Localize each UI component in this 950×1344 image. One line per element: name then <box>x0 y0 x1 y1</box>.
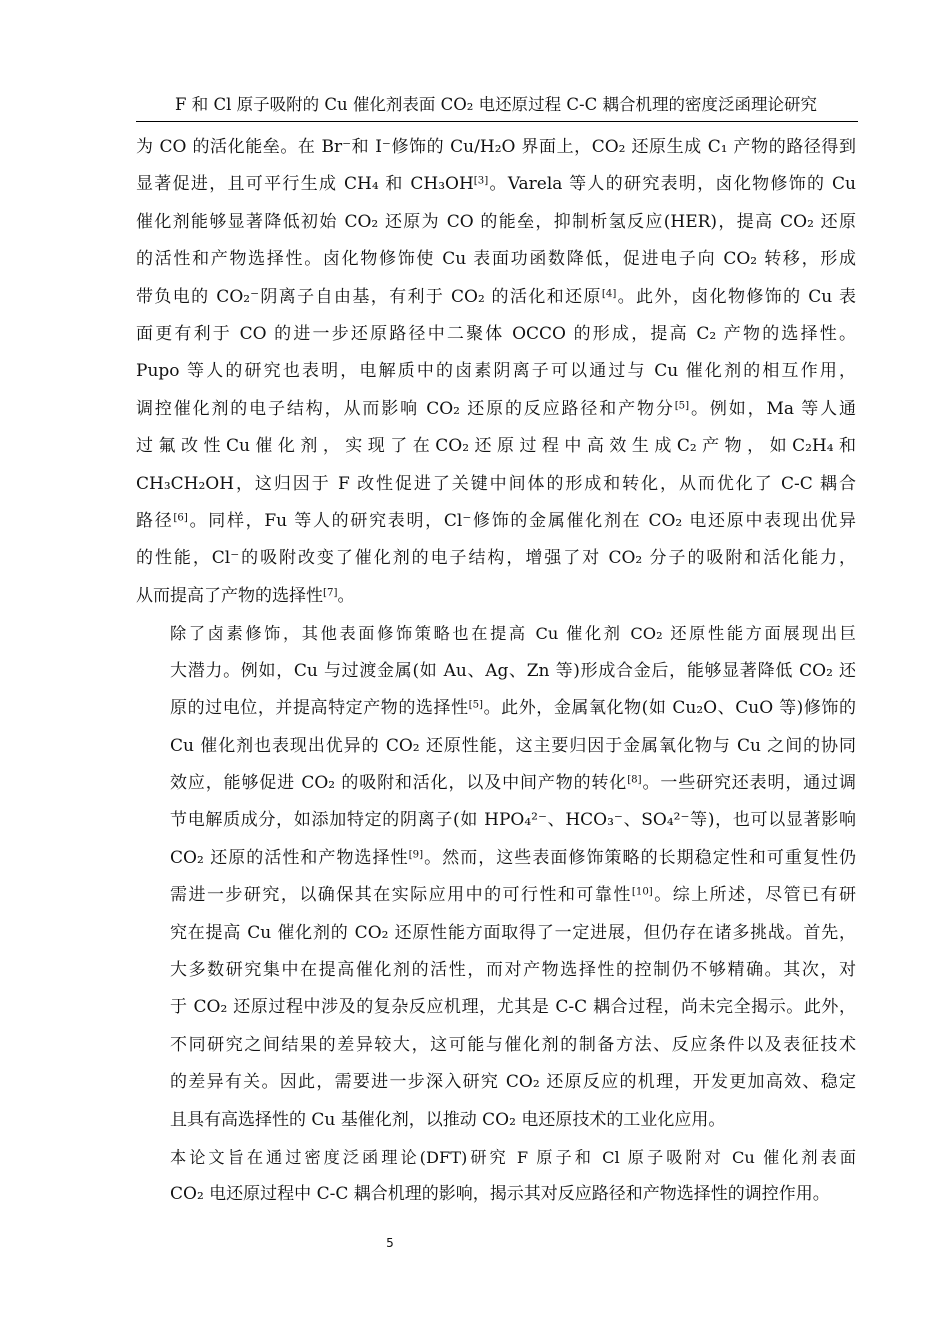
citation-marker: [3] <box>473 175 489 187</box>
citation-marker: [6] <box>173 512 188 524</box>
text-line: Cu 催化剂也表现出优异的 CO₂ 还原性能，这主要归因于金属氧化物与 Cu 之间的协同 <box>170 735 856 756</box>
text-line: 带负电的 CO₂⁻阴离子自由基，有利于 CO₂ 的活化和还原[4]。此外，卤化物修饰的 Cu 表 <box>136 286 857 307</box>
citation-marker: [8] <box>627 774 642 786</box>
text-line: 的活性和产物选择性。卤化物修饰使 Cu 表面功函数降低，促进电子向 CO₂ 转移，形成 <box>136 249 856 270</box>
text-line: Pupo 等人的研究也表明，电解质中的卤素阴离子可以通过与 Cu 催化剂的相互作用， <box>136 361 856 382</box>
text-line: 原的过电位，并提高特定产物的选择性[5]。此外，金属氧化物(如 Cu₂O、CuO 等)修饰的 <box>170 698 856 719</box>
text-line: 究在提高 Cu 催化剂的 CO₂ 还原性能方面取得了一定进展，但仍存在诸多挑战。首先， <box>170 922 856 943</box>
text-line: 效应，能够促进 CO₂ 的吸附和活化，以及中间产物的转化[8]。一些研究还表明，通过调 <box>170 772 856 793</box>
text-line: CO₂ 还原的活性和产物选择性[9]。然而，这些表面修饰策略的长期稳定性和可重复性仍 <box>170 847 857 868</box>
text-line: 为 CO 的活化能垒。在 Br⁻和 I⁻修饰的 Cu/H₂O 界面上，CO₂ 还原生成 C₁ 产物的路径得到 <box>136 137 856 157</box>
text-line: 路径[6]。同样，Fu 等人的研究表明，Cl⁻修饰的金属催化剂在 CO₂ 电还原中表现出优异 <box>136 511 856 532</box>
citation-marker: [5] <box>674 400 690 412</box>
page-number: 5 <box>386 1236 394 1250</box>
text-line: 本论文旨在通过密度泛函理论(DFT)研究 F 原子和 Cl 原子吸附对 Cu 催化剂表面 <box>170 1147 856 1167</box>
text-line: 除了卤素修饰，其他表面修饰策略也在提高 Cu 催化剂 CO₂ 还原性能方面展现出巨 <box>170 624 856 644</box>
body-text <box>136 129 856 1214</box>
text-line: CH₃CH₂OH，这归因于 F 改性促进了关键中间体的形成和转化，从而优化了 C-C 耦合 <box>136 473 856 494</box>
header-title: F 和 Cl 原子吸附的 Cu 催化剂表面 CO₂ 电还原过程 C-C 耦合机理的密度泛函理论研究 <box>175 95 817 114</box>
text-line: 过 氟 改 性 Cu 催 化 剂 ， 实 现 了 在 CO₂ 还 原 过 程 中 高 效 生 成 C₂ 产 物 ， 如 C₂H₄ 和 <box>136 436 856 457</box>
text-line: 催化剂能够显著降低初始 CO₂ 还原为 CO 的能垒，抑制析氢反应(HER)，提高 CO₂ 还原 <box>136 211 856 232</box>
citation-marker: [9] <box>408 849 424 861</box>
text-line: 的差异有关。因此，需要进一步深入研究 CO₂ 还原反应的机理，开发更加高效、稳定 <box>170 1072 856 1093</box>
text-line: 从而提高了产物的选择性[7]。 <box>136 585 355 606</box>
paragraph-1 <box>136 129 856 615</box>
citation-marker: [10] <box>631 886 653 898</box>
text-line: 于 CO₂ 还原过程中涉及的复杂反应机理，尤其是 C-C 耦合过程，尚未完全揭示。此外， <box>170 997 856 1018</box>
text-line: 不同研究之间结果的差异较大，这可能与催化剂的制备方法、反应条件以及表征技术 <box>170 1034 856 1055</box>
text-line: CO₂ 电还原过程中 C-C 耦合机理的影响，揭示其对反应路径和产物选择性的调控作用。 <box>170 1184 830 1205</box>
text-line: 需进一步研究，以确保其在实际应用中的可行性和可靠性[10]。综上所述，尽管已有研 <box>170 885 856 906</box>
paragraph-2 <box>136 615 856 1139</box>
citation-marker: [5] <box>468 699 484 711</box>
citation-marker: [7] <box>323 587 338 599</box>
paragraph-3 <box>136 1139 856 1214</box>
text-line: 调控催化剂的电子结构，从而影响 CO₂ 还原的反应路径和产物分[5]。例如，Ma 等人通 <box>136 398 856 419</box>
text-line: 显著促进，且可平行生成 CH₄ 和 CH₃OH[3]。Varela 等人的研究表明，卤化物修饰的 Cu <box>136 174 856 195</box>
text-line: 且具有高选择性的 Cu 基催化剂，以推动 CO₂ 电还原技术的工业化应用。 <box>170 1109 726 1130</box>
text-line: 的性能，Cl⁻的吸附改变了催化剂的电子结构，增强了对 CO₂ 分子的吸附和活化能力， <box>136 548 856 569</box>
citation-marker: [4] <box>601 288 617 300</box>
text-line: 面更有利于 CO 的进一步还原路径中二聚体 OCCO 的形成，提高 C₂ 产物的选择性。 <box>136 324 856 345</box>
running-header <box>136 94 856 116</box>
text-line: 大潜力。例如，Cu 与过渡金属(如 Au、Ag、Zn 等)形成合金后，能够显著降低 CO₂ 还 <box>170 660 856 681</box>
header-rule <box>136 121 858 122</box>
text-line: 节电解质成分，如添加特定的阴离子(如 HPO₄²⁻、HCO₃⁻、SO₄²⁻等)，也可以显著影响 <box>170 810 856 831</box>
text-line: 大多数研究集中在提高催化剂的活性，而对产物选择性的控制仍不够精确。其次，对 <box>170 959 856 980</box>
